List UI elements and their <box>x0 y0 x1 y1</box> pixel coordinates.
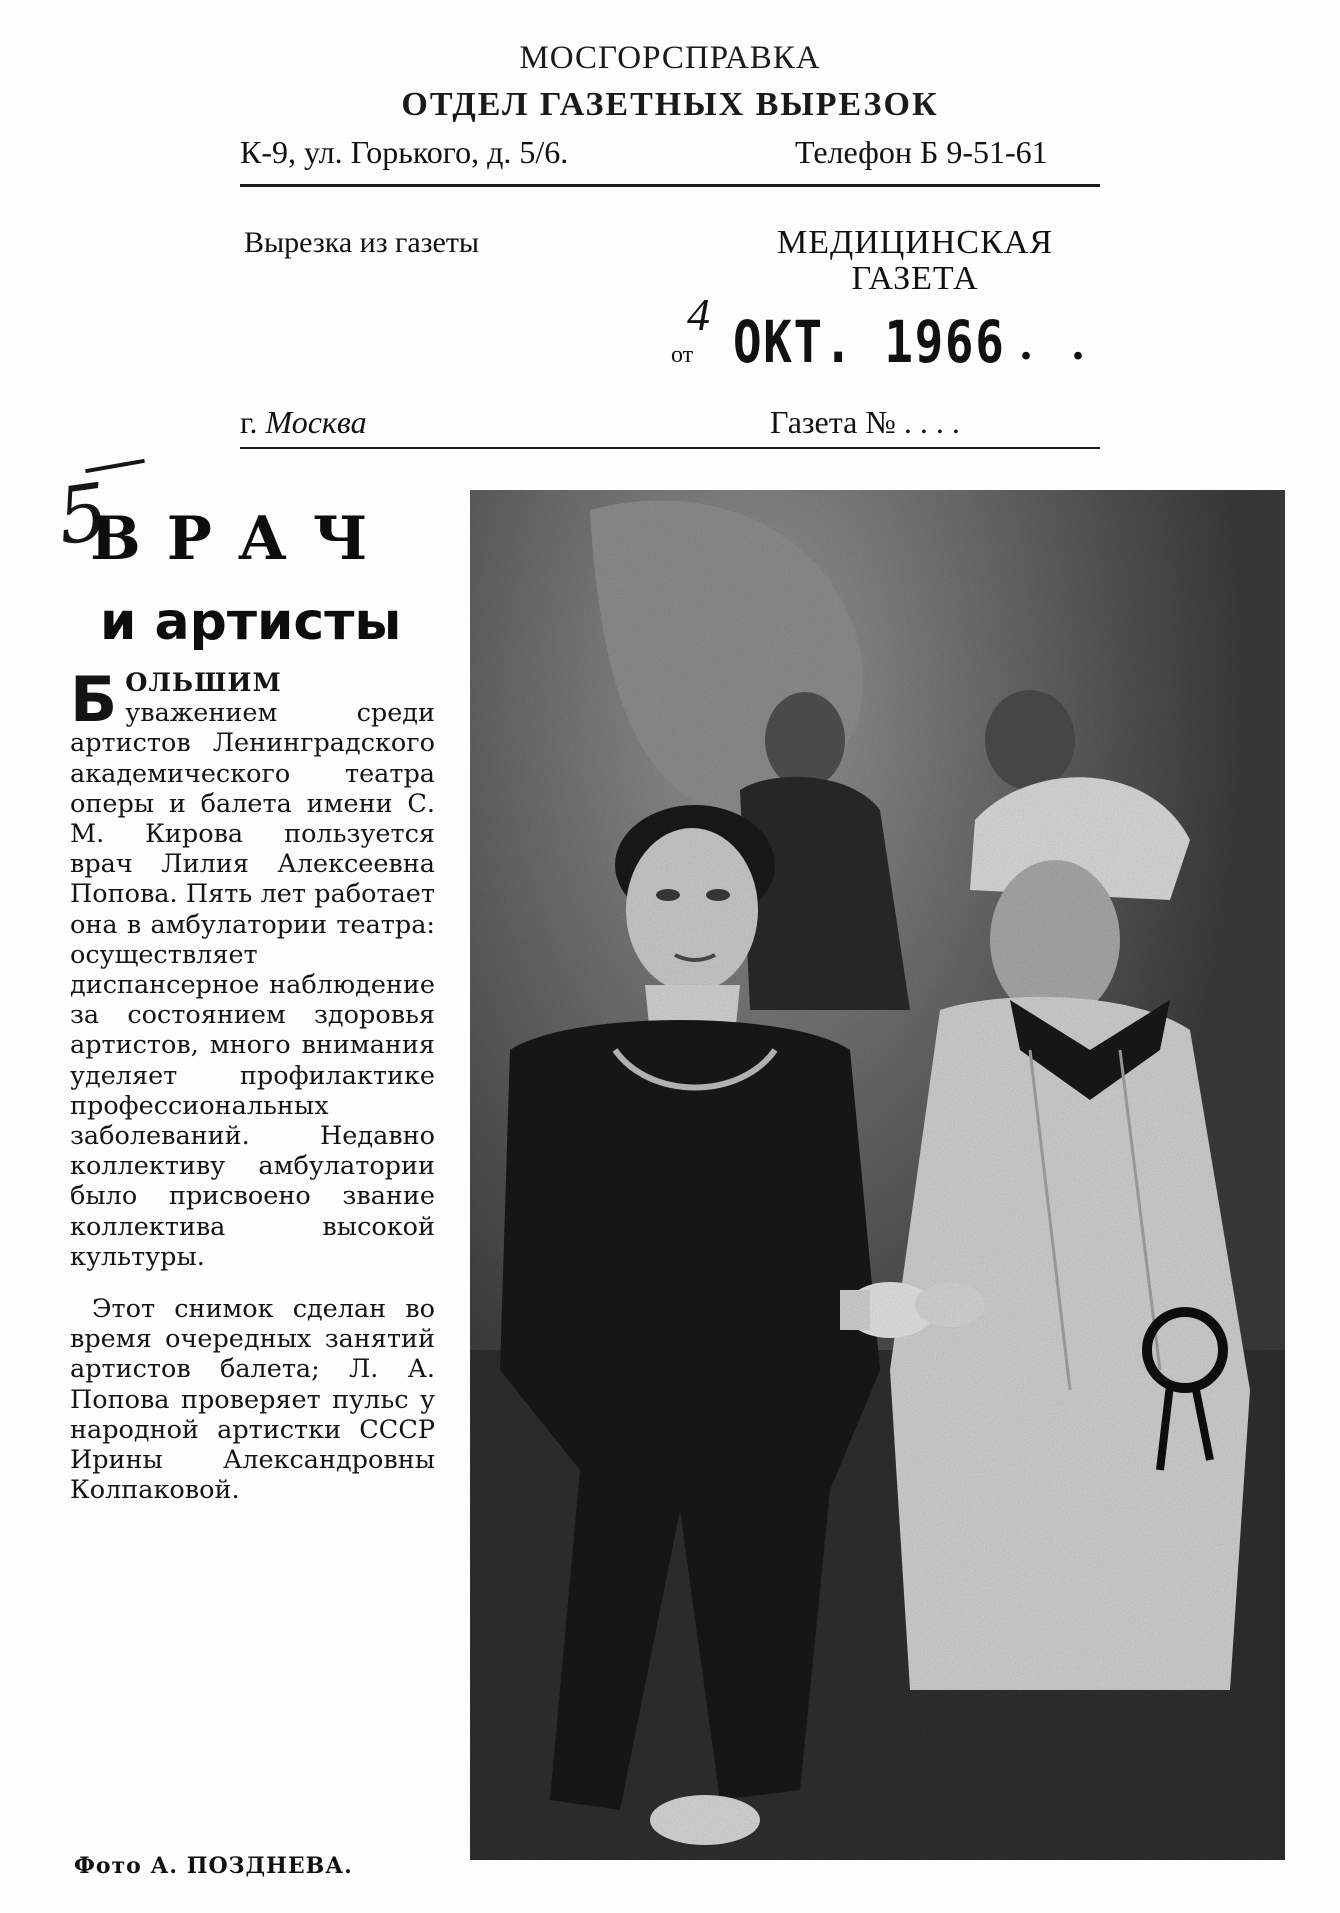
date-day-handwritten: 4 <box>687 289 710 340</box>
headline-line2: и артисты <box>100 592 402 652</box>
newspaper-name-line2: ГАЗЕТА <box>851 260 979 297</box>
org-phone: Телефон Б 9-51-61 <box>795 134 1048 170</box>
article-paragraph-1 <box>70 663 435 1272</box>
org-address: К-9, ул. Горького, д. 5/6. <box>240 134 569 170</box>
clipping-from-label: Вырезка из газеты <box>244 226 480 259</box>
date-stamp-block <box>625 289 1105 384</box>
article-body <box>70 663 435 1506</box>
header-rule-bottom <box>240 447 1100 449</box>
date-trailing-dots: . . <box>1020 317 1098 370</box>
headline-line1: ВРАЧ <box>90 504 394 574</box>
org-name: МОСГОРСПРАВКА <box>519 40 821 76</box>
article-paragraph-2: Этот снимок сделан во время очередных занятий артистов балета; Л. А. Попова проверяет пульс у народной артистки СССР Ирины Александровны Колпаковой. <box>70 1294 435 1506</box>
photo-illustration <box>470 490 1285 1860</box>
article-photo <box>470 490 1285 1860</box>
header-rule-top <box>240 184 1100 187</box>
org-department: ОТДЕЛ ГАЗЕТНЫХ ВЫРЕЗОК <box>401 86 939 123</box>
paragraph-1-text: уважением среди артистов Ленинградского академического театра оперы и балета имени С. М. Кирова пользуется врач Лилия Алексеевна Попова. Пять лет работает она в амбулатории театра: осуществляет диспансерное наблюдение за состоянием здоровья артистов, много внимания уделяет профилактике профессиональных заболеваний. Недавно коллективу амбулатории было присвоено звание коллектива высокой культуры. <box>70 698 435 1272</box>
photo-credit: Фото А. ПОЗДНЕВА. <box>74 1853 353 1879</box>
handwritten-number: 5 <box>51 466 114 564</box>
city-name: Москва <box>265 404 367 440</box>
drop-cap: Б <box>70 663 118 736</box>
newspaper-name-line1: МЕДИЦИНСКАЯ <box>777 224 1053 261</box>
city-line <box>240 404 367 441</box>
gazette-number: Газета № . . . . <box>770 404 960 440</box>
date-prefix: от <box>671 342 694 368</box>
date-stamp: ОКТ. 1966 <box>733 308 1006 376</box>
lead-word: ОЛЬШИМ <box>125 668 282 698</box>
city-prefix: г. <box>240 404 258 440</box>
